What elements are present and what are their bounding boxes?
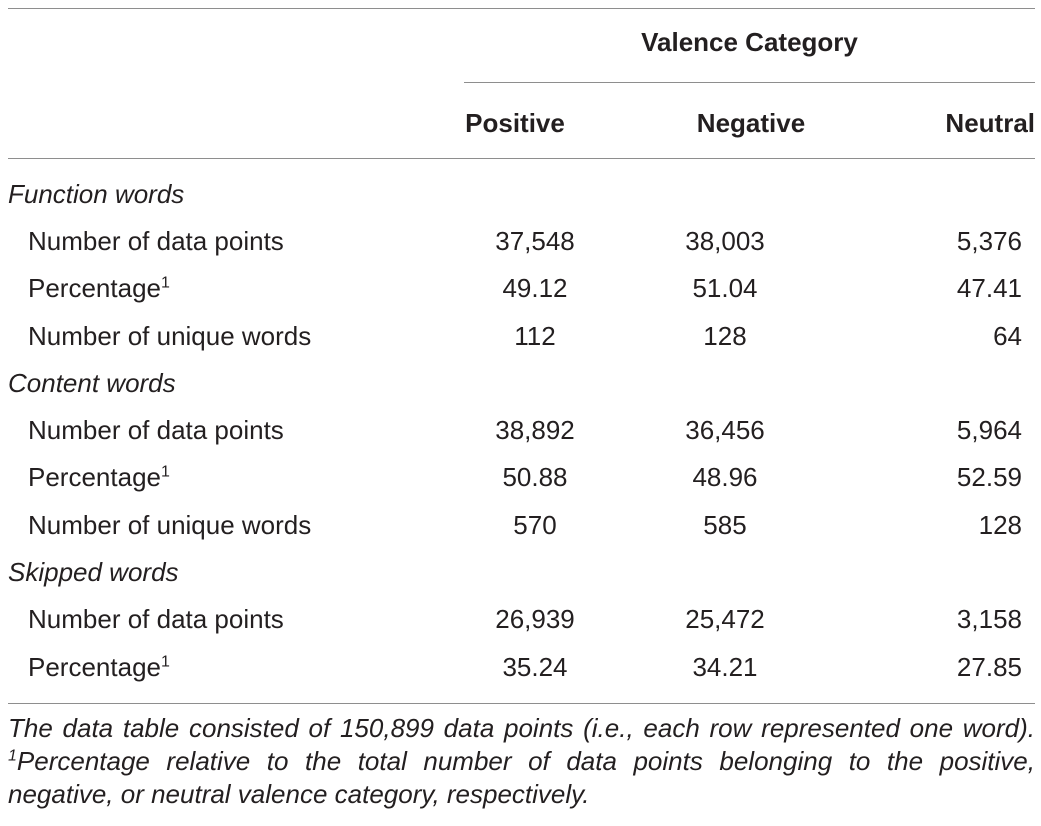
cell-positive: 26,939 (495, 604, 575, 635)
row-label: Percentage$^1$ (28, 273, 170, 304)
cell-positive: 112 (514, 320, 556, 351)
table-row (8, 406, 1035, 453)
cell-negative: 36,456 (685, 415, 765, 446)
section-row-skipped-words (8, 548, 1035, 595)
footnote-marker: 1 (160, 652, 170, 670)
table-row (8, 312, 1035, 359)
cell-neutral: 3,158 (956, 604, 1022, 635)
table-row (8, 501, 1035, 548)
cell-positive: 38,892 (495, 415, 575, 446)
cell-neutral: 128 (978, 509, 1022, 540)
cell-negative: 48.96 (692, 462, 758, 493)
table-row (8, 217, 1035, 264)
table-bottom-rule (8, 703, 1035, 704)
group-header-valence-category: Valence Category (641, 27, 858, 57)
cell-negative: 585 (703, 509, 747, 540)
row-label: Number of unique words (28, 320, 312, 351)
cell-positive: 37,548 (495, 225, 575, 256)
table-body (8, 170, 1035, 690)
header-bottom-rule (8, 158, 1035, 159)
cell-neutral: 5,964 (956, 415, 1022, 446)
section-row-function-words (8, 170, 1035, 217)
cell-positive: 49.12 (502, 273, 568, 304)
cell-negative: 38,003 (685, 225, 765, 256)
cell-positive: 50.88 (502, 462, 568, 493)
cell-negative: 51.04 (692, 273, 758, 304)
column-header-positive: Positive (465, 108, 565, 138)
row-label: Number of data points (28, 225, 284, 256)
table-row (8, 643, 1035, 690)
section-row-content-words (8, 359, 1035, 406)
cell-neutral: 52.59 (956, 462, 1022, 493)
cell-negative: 25,472 (685, 604, 765, 635)
footnote-marker: 1 (8, 747, 17, 765)
footnote-marker: 1 (160, 274, 170, 292)
section-title: Skipped words (8, 557, 179, 588)
row-label: Percentage$^1$ (28, 651, 170, 682)
cell-neutral: 64 (993, 320, 1022, 351)
row-label: Percentage$^1$ (28, 462, 170, 493)
section-title: Content words (8, 367, 176, 398)
table-row (8, 265, 1035, 312)
section-title: Function words (8, 178, 185, 209)
row-label: Number of data points (28, 415, 284, 446)
row-label: Number of unique words (28, 509, 312, 540)
cell-neutral: 5,376 (956, 225, 1022, 256)
cell-neutral: 47.41 (956, 273, 1022, 304)
group-header-rule (464, 82, 1035, 83)
row-label: Number of data points (28, 604, 284, 635)
cell-positive: 35.24 (502, 651, 568, 682)
cell-positive: 570 (513, 509, 557, 540)
column-header-negative: Negative (696, 108, 806, 138)
table-footnote: The data table consisted of 150,899 data points (i.e., each row represented one word). $^1$Percentage relative to the total number of data points belonging to the positive, negative, or neutral valence category, respectively. (8, 713, 1035, 809)
column-header-neutral: Neutral (945, 108, 1035, 138)
cell-negative: 128 (703, 320, 747, 351)
cell-neutral: 27.85 (956, 651, 1022, 682)
table-row (8, 596, 1035, 643)
table-row (8, 454, 1035, 501)
table-top-rule (8, 8, 1035, 9)
footnote-marker: 1 (160, 463, 170, 481)
cell-negative: 34.21 (692, 651, 758, 682)
